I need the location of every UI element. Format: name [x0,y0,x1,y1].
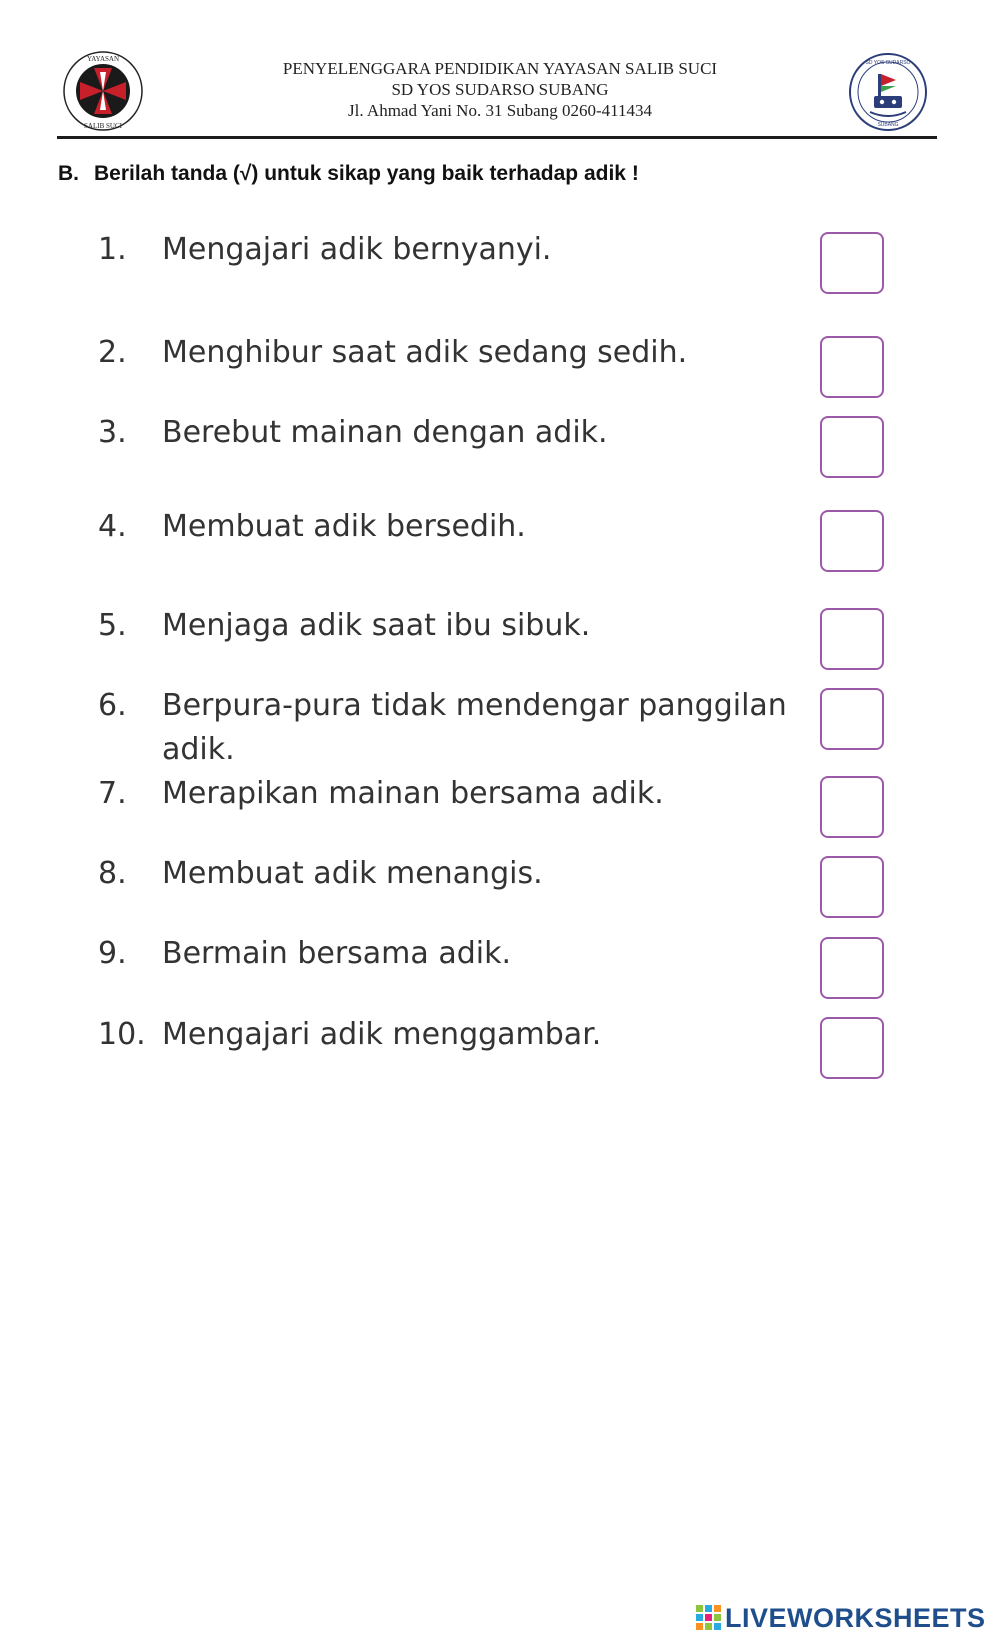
item-number: 6. [98,688,127,723]
item-number: 3. [98,415,127,450]
checkbox-item-2[interactable] [820,336,884,398]
item-number: 10. [98,1017,146,1052]
item-text: Berpura-pura tidak mendengar panggilan adik. [162,688,787,767]
checkbox-item-8[interactable] [820,856,884,918]
header-divider [57,136,937,139]
item-text: Mengajari adik menggambar. [162,1017,602,1052]
item-text: Merapikan mainan bersama adik. [162,776,664,811]
item-number: 8. [98,856,127,891]
checkbox-item-4[interactable] [820,510,884,572]
liveworksheets-brand[interactable] [696,1600,986,1636]
instruction [58,162,639,186]
foundation-name: PENYELENGGARA PENDIDIKAN YAYASAN SALIB SUCI [282,59,718,78]
brand-name: LIVEWORKSHEETS [725,1602,986,1633]
document-header [0,0,1000,145]
item-number: 2. [98,335,127,370]
item-text: Bermain bersama adik. [162,936,511,971]
checkbox-item-1[interactable] [820,232,884,294]
svg-text:YAYASAN: YAYASAN [86,55,120,63]
item-number: 9. [98,936,127,971]
item-text: Membuat adik menangis. [162,856,543,891]
item-text: Berebut mainan dengan adik. [162,415,608,450]
checkbox-item-5[interactable] [820,608,884,670]
svg-text:SALIB SUCI: SALIB SUCI [84,122,122,130]
item-text: Membuat adik bersedih. [162,509,526,544]
section-label: B. [58,162,79,185]
checkbox-item-3[interactable] [820,416,884,478]
item-number: 7. [98,776,127,811]
school-letterhead [200,58,800,121]
yayasan-salib-suci-logo [62,50,144,132]
checkbox-item-9[interactable] [820,937,884,999]
item-text: Menghibur saat adik sedang sedih. [162,335,688,370]
checkbox-item-6[interactable] [820,688,884,750]
checkbox-item-10[interactable] [820,1017,884,1079]
item-text: Mengajari adik bernyanyi. [162,232,552,267]
item-text: Menjaga adik saat ibu sibuk. [162,608,591,643]
school-name: SD YOS SUDARSO SUBANG [391,80,609,99]
instruction-text: Berilah tanda (√) untuk sikap yang baik terhadap adik ! [94,162,639,185]
svg-text:SUBANG: SUBANG [877,122,899,128]
item-number: 5. [98,608,127,643]
item-number: 1. [98,232,127,267]
item-number: 4. [98,509,127,544]
checkbox-item-7[interactable] [820,776,884,838]
school-address: Jl. Ahmad Yani No. 31 Subang 0260-411434 [348,101,652,120]
sd-yos-sudarso-logo [848,52,928,132]
liveworksheets-grid-icon [696,1605,722,1631]
svg-text:SD YOS SUDARSO: SD YOS SUDARSO [865,60,911,66]
